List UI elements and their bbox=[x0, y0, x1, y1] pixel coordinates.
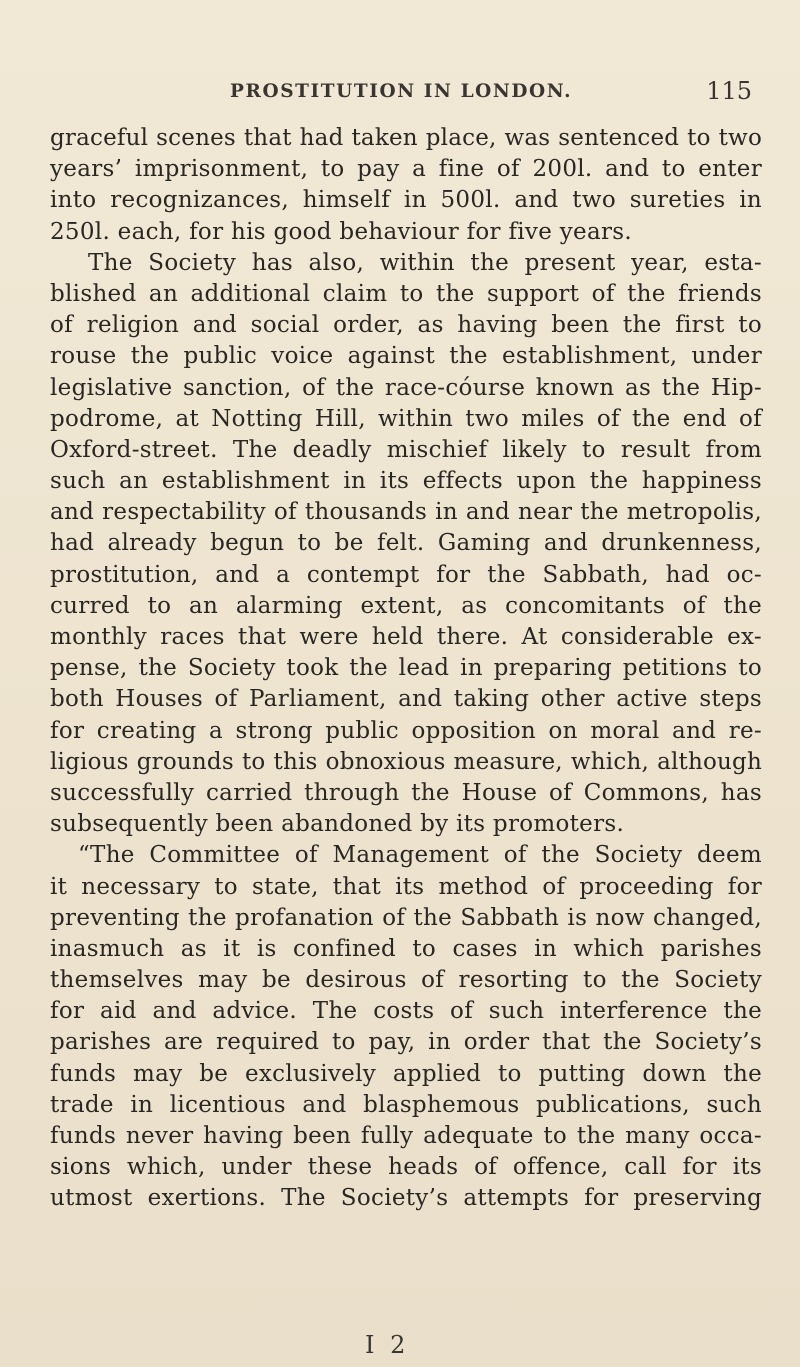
text-line: trade in licentious and blasphemous publications, such bbox=[50, 1091, 762, 1118]
signature-mark: I 2 bbox=[365, 1331, 410, 1359]
text-line: themselves may be desirous of resorting to the Society bbox=[50, 967, 762, 994]
text-line: utmost exertions. The Society’s attempts for preserving bbox=[50, 1185, 762, 1212]
text-line: years’ imprisonment, to pay a fine of 200l. and to enter bbox=[50, 156, 762, 183]
body-text bbox=[50, 123, 762, 1215]
text-line: “The Committee of Management of the Society deem bbox=[78, 842, 762, 869]
text-line: 250l. each, for his good behaviour for five years. bbox=[50, 218, 632, 245]
text-line: and respectability of thousands in and near the metropolis, bbox=[50, 499, 762, 526]
text-line: podrome, at Notting Hill, within two miles of the end of bbox=[50, 405, 762, 432]
text-line: such an establishment in its effects upon the happiness bbox=[50, 468, 762, 495]
text-line: curred to an alarming extent, as concomitants of the bbox=[50, 592, 762, 619]
text-line: it necessary to state, that its method of proceeding for bbox=[50, 873, 762, 900]
text-line: subsequently been abandoned by its promoters. bbox=[50, 811, 625, 838]
running-title: PROSTITUTION IN LONDON. bbox=[230, 81, 573, 102]
text-line: had already begun to be felt. Gaming and drunkenness, bbox=[50, 530, 762, 557]
text-line: prostitution, and a contempt for the Sabbath, had oc- bbox=[50, 561, 762, 588]
text-line: monthly races that were held there. At considerable ex- bbox=[50, 624, 762, 650]
text-line: funds never having been fully adequate to the many occa- bbox=[50, 1123, 762, 1149]
text-line: inasmuch as it is confined to cases in which parishes bbox=[50, 935, 762, 962]
text-line: funds may be exclusively applied to putting down the bbox=[50, 1060, 762, 1087]
text-line: pense, the Society took the lead in preparing petitions to bbox=[50, 655, 762, 682]
text-line: rouse the public voice against the establishment, under bbox=[50, 343, 762, 370]
text-line: Oxford-street. The deadly mischief likely to result from bbox=[50, 436, 762, 463]
text-line: for creating a strong public opposition on moral and re- bbox=[50, 717, 762, 744]
text-line: graceful scenes that had taken place, was sentenced to two bbox=[50, 125, 762, 151]
text-line: of religion and social order, as having been the first to bbox=[50, 312, 762, 339]
page-header bbox=[70, 77, 760, 107]
text-line: preventing the profanation of the Sabbath is now changed, bbox=[50, 904, 762, 931]
text-line: for aid and advice. The costs of such interference the bbox=[50, 998, 762, 1025]
text-line: legislative sanction, of the race-cóurse known as the Hip- bbox=[50, 374, 762, 401]
text-line: sions which, under these heads of offence, call for its bbox=[50, 1154, 762, 1181]
text-line: The Society has also, within the present year, esta- bbox=[88, 249, 762, 276]
text-line: ligious grounds to this obnoxious measure, which, although bbox=[50, 748, 762, 775]
text-line: blished an additional claim to the support of the friends bbox=[50, 280, 762, 307]
page-number: 115 bbox=[706, 77, 752, 105]
text-line: successfully carried through the House of Commons, has bbox=[50, 779, 762, 806]
text-line: both Houses of Parliament, and taking other active steps bbox=[50, 686, 762, 713]
text-line: into recognizances, himself in 500l. and two sureties in bbox=[50, 187, 762, 214]
text-line: parishes are required to pay, in order that the Society’s bbox=[50, 1029, 762, 1056]
